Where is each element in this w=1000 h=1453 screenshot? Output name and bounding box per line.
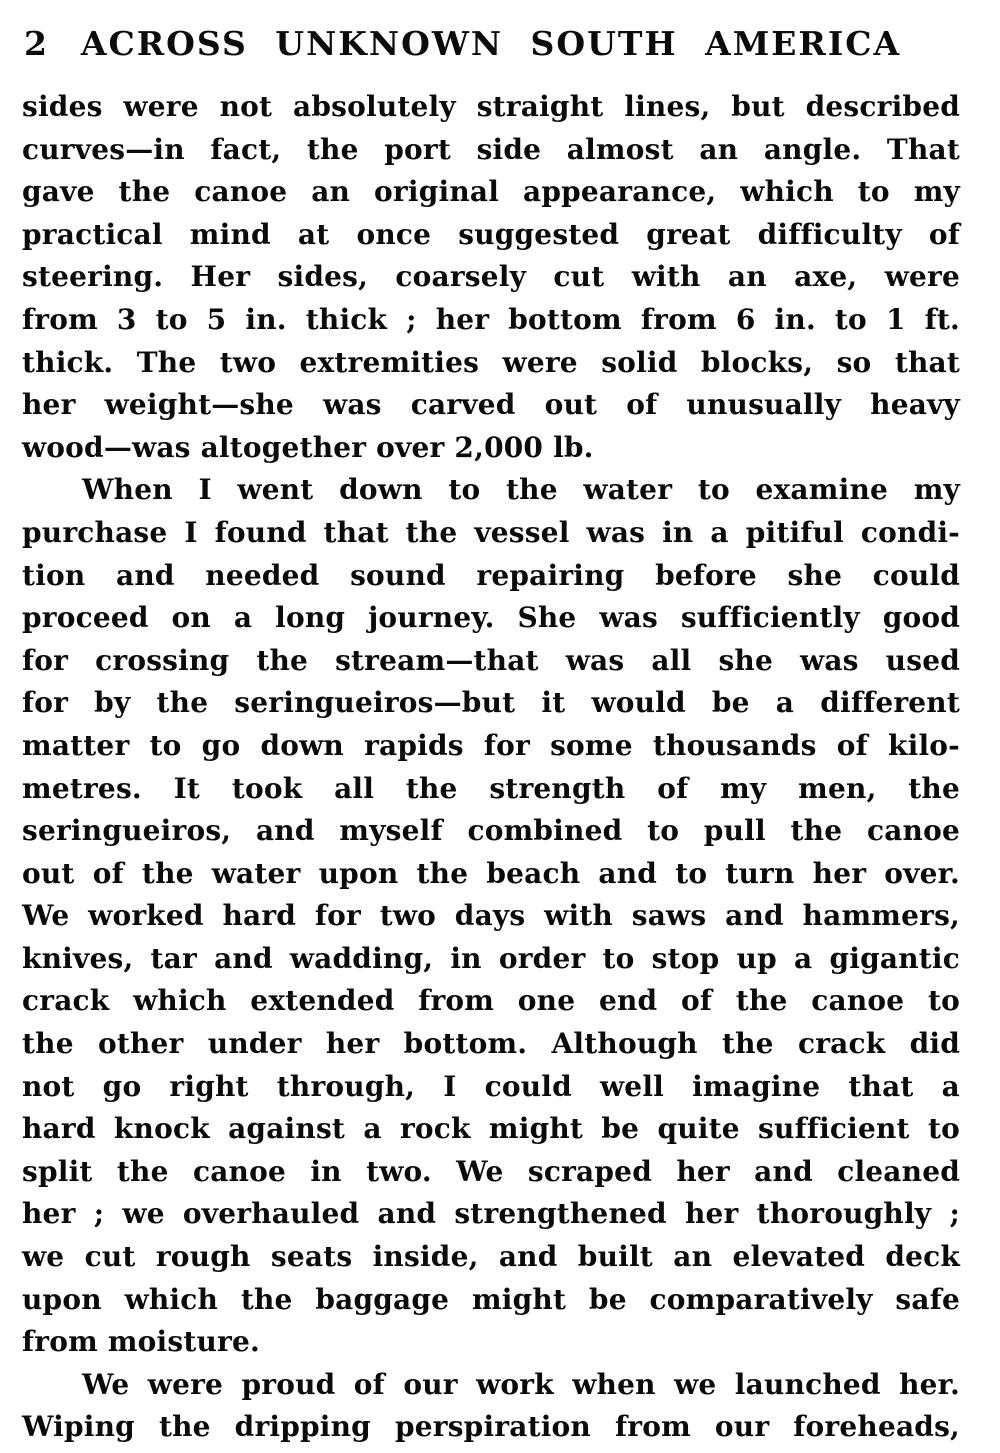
text-line: not go right through, I could well imagine that a (22, 1069, 960, 1103)
text-line: purchase I found that the vessel was in a pitiful condi- (22, 515, 960, 549)
text-line: proceed on a long journey. She was sufficiently good (22, 601, 960, 635)
text-line: matter to go down rapids for some thousands of kilo- (22, 728, 960, 762)
running-title: ACROSS UNKNOWN SOUTH AMERICA (80, 24, 902, 63)
page-number: 2 (24, 24, 47, 63)
paragraph (22, 86, 960, 469)
text-line: crack which extended from one end of the canoe to (22, 984, 960, 1018)
text-line: from moisture. (22, 1325, 260, 1359)
text-line: her ; we overhauled and strengthened her thoroughly ; (22, 1197, 960, 1231)
text-line: split the canoe in two. We scraped her and cleaned (22, 1154, 960, 1188)
text-line: Wiping the dripping perspiration from our foreheads, (22, 1410, 960, 1444)
text-line: seringueiros, and myself combined to pull the canoe (22, 814, 960, 848)
text-line: sides were not absolutely straight lines, but described (22, 90, 960, 123)
paragraph (22, 469, 960, 1363)
page-header (22, 24, 960, 64)
text-line: the other under her bottom. Although the crack did (22, 1027, 960, 1061)
text-line: metres. It took all the strength of my men, the (22, 771, 960, 805)
text-line: thick. The two extremities were solid blocks, so that (22, 345, 960, 379)
text-line: steering. Her sides, coarsely cut with an axe, were (22, 260, 960, 294)
text-line: tion and needed sound repairing before she could (22, 558, 960, 592)
text-line: We were proud of our work when we launched her. (82, 1367, 960, 1401)
text-line: upon which the baggage might be comparatively safe (22, 1282, 960, 1316)
paragraph (22, 1364, 960, 1449)
text-line: We worked hard for two days with saws and hammers, (22, 899, 960, 933)
text-line: practical mind at once suggested great difficulty of (22, 217, 960, 251)
text-line: out of the water upon the beach and to turn her over. (22, 856, 960, 890)
text-line: knives, tar and wadding, in order to stop up a gigantic (22, 941, 960, 975)
text-line: gave the canoe an original appearance, which to my (22, 175, 960, 209)
text-line: for by the seringueiros—but it would be a different (22, 686, 960, 720)
text-line: we cut rough seats inside, and built an elevated deck (22, 1240, 960, 1274)
text-line: for crossing the stream—that was all she was used (22, 643, 960, 677)
text-line: from 3 to 5 in. thick ; her bottom from 6 in. to 1 ft. (22, 302, 960, 336)
text-line: curves—in fact, the port side almost an angle. That (22, 132, 960, 166)
page-body (22, 86, 960, 1449)
text-line: hard knock against a rock might be quite sufficient to (22, 1112, 960, 1146)
text-line: her weight—she was carved out of unusually heavy (22, 388, 960, 422)
text-line: When I went down to the water to examine my (82, 473, 960, 507)
text-line: wood—was altogether over 2,000 lb. (22, 430, 594, 464)
